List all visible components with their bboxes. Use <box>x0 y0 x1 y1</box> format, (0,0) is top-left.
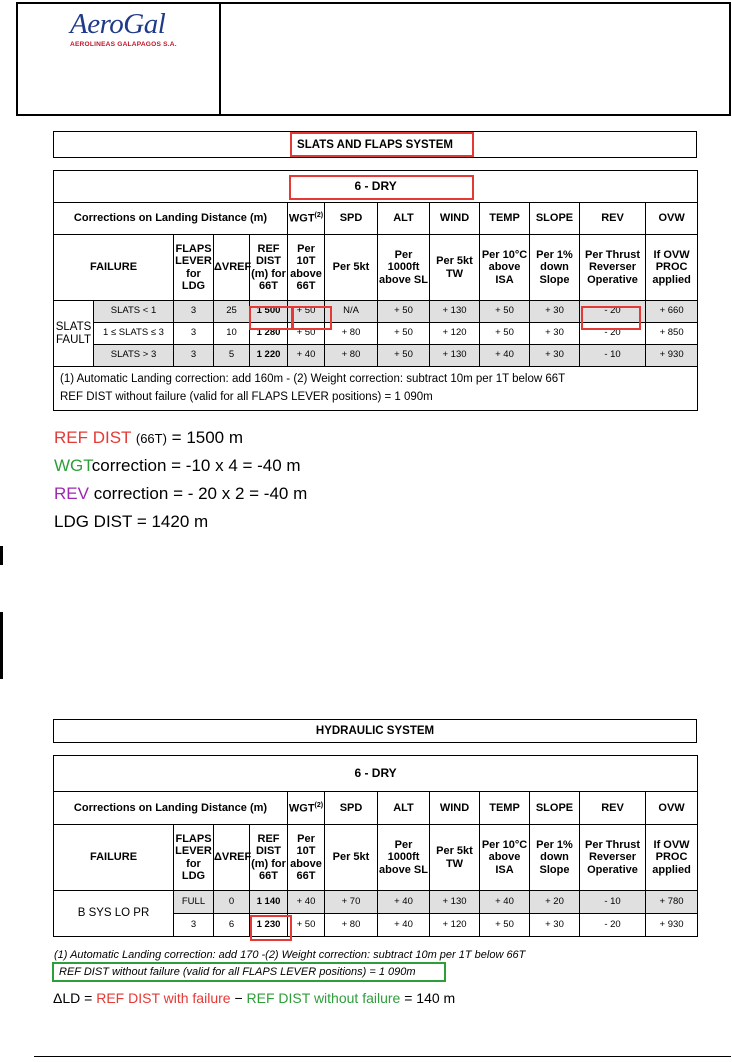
dvref-header: ΔVREF <box>214 825 250 891</box>
corrections-label: Corrections on Landing Distance (m) <box>54 203 288 235</box>
refdist-header: REF DIST (m) for 66T <box>250 235 288 301</box>
wind-subheader: Per 5kt TW <box>430 235 480 301</box>
row-alt: + 50 <box>378 345 430 367</box>
system-title: HYDRAULIC SYSTEM <box>315 725 435 737</box>
row-rev: - 20 <box>580 914 646 937</box>
highlight-condition <box>289 175 474 200</box>
row-slope: + 30 <box>530 301 580 323</box>
wgt-subheader: Per 10T above 66T <box>288 235 325 301</box>
row-temp: + 50 <box>480 301 530 323</box>
row-failure: 1 ≤ SLATS ≤ 3 <box>94 323 174 345</box>
row-rev: - 20 <box>580 301 646 323</box>
slats-fault-label: SLATS FAULT <box>54 301 94 367</box>
delta-result: = 140 m <box>404 990 456 1006</box>
row-spd: + 70 <box>325 891 378 914</box>
logo-subtitle: AEROLINEAS GALAPAGOS S.A. <box>70 41 177 48</box>
row-alt: + 50 <box>378 301 430 323</box>
highlight-ref-dist <box>249 306 293 330</box>
delta-with-failure: REF DIST with failure <box>96 990 231 1006</box>
temp-subheader: Per 10°C above ISA <box>480 825 530 891</box>
flaps-header: FLAPS LEVER for LDG <box>174 825 214 891</box>
rev-header: REV <box>580 792 646 825</box>
highlight-system-title <box>290 132 474 157</box>
row-wind: + 130 <box>430 891 480 914</box>
logo-text: AeroGal <box>70 8 166 40</box>
temp-subheader: Per 10°C above ISA <box>480 235 530 301</box>
row-dvref: 5 <box>214 345 250 367</box>
row-dvref: 0 <box>214 891 250 914</box>
landing-table-slats <box>53 170 698 411</box>
refdist-header: REF DIST (m) for 66T <box>250 825 288 891</box>
alt-subheader: Per 1000ft above SL <box>378 825 430 891</box>
alt-header: ALT <box>378 792 430 825</box>
delta-without-failure: REF DIST without failure <box>246 990 401 1006</box>
system-title: SLATS AND FLAPS SYSTEM <box>297 138 453 151</box>
row-ovw: + 930 <box>646 345 698 367</box>
row-wgt: + 50 <box>288 914 325 937</box>
row-spd: N/A <box>325 301 378 323</box>
row-wind: + 130 <box>430 301 480 323</box>
row-rev: - 10 <box>580 891 646 914</box>
margin-bar <box>0 546 3 565</box>
row-wgt: + 50 <box>288 301 325 323</box>
row-alt: + 40 <box>378 891 430 914</box>
spd-subheader: Per 5kt <box>325 825 378 891</box>
calc-wgt-value: correction = -10 x 4 = -40 m <box>91 456 301 475</box>
delta-ld-line <box>53 990 455 1006</box>
row-wgt: + 40 <box>288 891 325 914</box>
header-divider <box>219 2 221 116</box>
table-row <box>54 891 698 914</box>
note-line-1: (1) Automatic Landing correction: add 170 -(2) Weight correction: subtract 10m per 1T below 66T <box>54 949 526 961</box>
row-temp: + 50 <box>480 914 530 937</box>
calc-rev-label: REV <box>54 484 89 503</box>
row-flaps: 3 <box>174 301 214 323</box>
row-failure: SLATS > 3 <box>94 345 174 367</box>
failure-header: FAILURE <box>54 235 174 301</box>
spd-subheader: Per 5kt <box>325 235 378 301</box>
row-temp: + 40 <box>480 891 530 914</box>
table-row <box>54 345 698 367</box>
b-sys-label: B SYS LO PR <box>54 891 174 937</box>
margin-bar <box>0 612 3 679</box>
temp-header: TEMP <box>480 792 530 825</box>
row-ref: 1 280 <box>250 323 288 345</box>
table-notes <box>54 367 698 411</box>
delta-label: ΔLD = <box>53 990 93 1006</box>
row-slope: + 30 <box>530 323 580 345</box>
row-rev: - 20 <box>580 323 646 345</box>
condition-title: 6 - DRY <box>54 171 698 203</box>
highlight-ref-without-failure <box>52 962 446 982</box>
rev-subheader: Per Thrust Reverser Operative <box>580 235 646 301</box>
wgt-header: WGT$^{(2)}$ <box>288 792 325 825</box>
note-line-1: (1) Automatic Landing correction: add 160m - (2) Weight correction: subtract 10m per 1T below 66T <box>60 372 566 385</box>
ovw-subheader: If OVW PROC applied <box>646 235 698 301</box>
ovw-subheader: If OVW PROC applied <box>646 825 698 891</box>
wind-header: WIND <box>430 203 480 235</box>
row-ovw: + 660 <box>646 301 698 323</box>
wgt-subheader: Per 10T above 66T <box>288 825 325 891</box>
failure-header: FAILURE <box>54 825 174 891</box>
highlight-rev <box>581 306 641 330</box>
delta-minus: − <box>234 990 243 1006</box>
calc-ref-sub: (66T) <box>135 431 167 446</box>
calc-rev-line <box>54 484 307 504</box>
highlight-ref-dist <box>250 915 292 941</box>
row-slope: + 30 <box>530 914 580 937</box>
row-ref: 1 500 <box>250 301 288 323</box>
slope-header: SLOPE <box>530 203 580 235</box>
row-flaps: FULL <box>174 891 214 914</box>
row-ref: 1 230 <box>250 914 288 937</box>
calc-ref-label: REF DIST <box>54 428 132 447</box>
condition-title: 6 - DRY <box>54 756 698 792</box>
rev-header: REV <box>580 203 646 235</box>
row-ovw: + 780 <box>646 891 698 914</box>
spd-header: SPD <box>325 792 378 825</box>
rev-subheader: Per Thrust Reverser Operative <box>580 825 646 891</box>
row-spd: + 80 <box>325 914 378 937</box>
slope-subheader: Per 1% down Slope <box>530 825 580 891</box>
row-ovw: + 930 <box>646 914 698 937</box>
calc-ref-value: = 1500 m <box>171 428 244 447</box>
wind-subheader: Per 5kt TW <box>430 825 480 891</box>
calc-wgt-line <box>54 456 301 476</box>
calc-ldg-line: LDG DIST = 1420 m <box>54 512 209 531</box>
row-dvref: 6 <box>214 914 250 937</box>
spd-header: SPD <box>325 203 378 235</box>
corrections-label: Corrections on Landing Distance (m) <box>54 792 288 825</box>
row-slope: + 30 <box>530 345 580 367</box>
row-dvref: 25 <box>214 301 250 323</box>
calc-rev-value: correction = - 20 x 2 = -40 m <box>93 484 308 503</box>
temp-header: TEMP <box>480 203 530 235</box>
slope-header: SLOPE <box>530 792 580 825</box>
wind-header: WIND <box>430 792 480 825</box>
row-wind: + 120 <box>430 914 480 937</box>
highlight-wgt <box>292 306 332 330</box>
ovw-header: OVW <box>646 203 698 235</box>
ovw-header: OVW <box>646 792 698 825</box>
row-wind: + 120 <box>430 323 480 345</box>
row-slope: + 20 <box>530 891 580 914</box>
landing-table-hydraulic <box>53 755 698 937</box>
note-line-2: REF DIST without failure (valid for all FLAPS LEVER positions) = 1 090m <box>60 390 433 403</box>
row-ovw: + 850 <box>646 323 698 345</box>
row-spd: + 80 <box>325 345 378 367</box>
row-wgt: + 50 <box>288 323 325 345</box>
row-temp: + 40 <box>480 345 530 367</box>
row-alt: + 50 <box>378 323 430 345</box>
row-flaps: 3 <box>174 323 214 345</box>
row-wind: + 130 <box>430 345 480 367</box>
flaps-header: FLAPS LEVER for LDG <box>174 235 214 301</box>
slope-subheader: Per 1% down Slope <box>530 235 580 301</box>
note-line-2: REF DIST without failure (valid for all FLAPS LEVER positions) = 1 090m <box>59 966 416 978</box>
row-ref: 1 220 <box>250 345 288 367</box>
row-spd: + 80 <box>325 323 378 345</box>
wgt-header: WGT$^{(2)}$ <box>288 203 325 235</box>
alt-header: ALT <box>378 203 430 235</box>
calc-ref-line <box>54 428 243 448</box>
row-rev: - 10 <box>580 345 646 367</box>
calc-wgt-label: WGT <box>54 456 92 475</box>
row-failure: SLATS < 1 <box>94 301 174 323</box>
row-temp: + 50 <box>480 323 530 345</box>
row-flaps: 3 <box>174 914 214 937</box>
dvref-header: ΔVREF <box>214 235 250 301</box>
row-flaps: 3 <box>174 345 214 367</box>
row-dvref: 10 <box>214 323 250 345</box>
system-title-bar <box>53 719 697 743</box>
footer-line <box>34 1056 731 1057</box>
row-alt: + 40 <box>378 914 430 937</box>
row-ref: 1 140 <box>250 891 288 914</box>
row-wgt: + 40 <box>288 345 325 367</box>
alt-subheader: Per 1000ft above SL <box>378 235 430 301</box>
